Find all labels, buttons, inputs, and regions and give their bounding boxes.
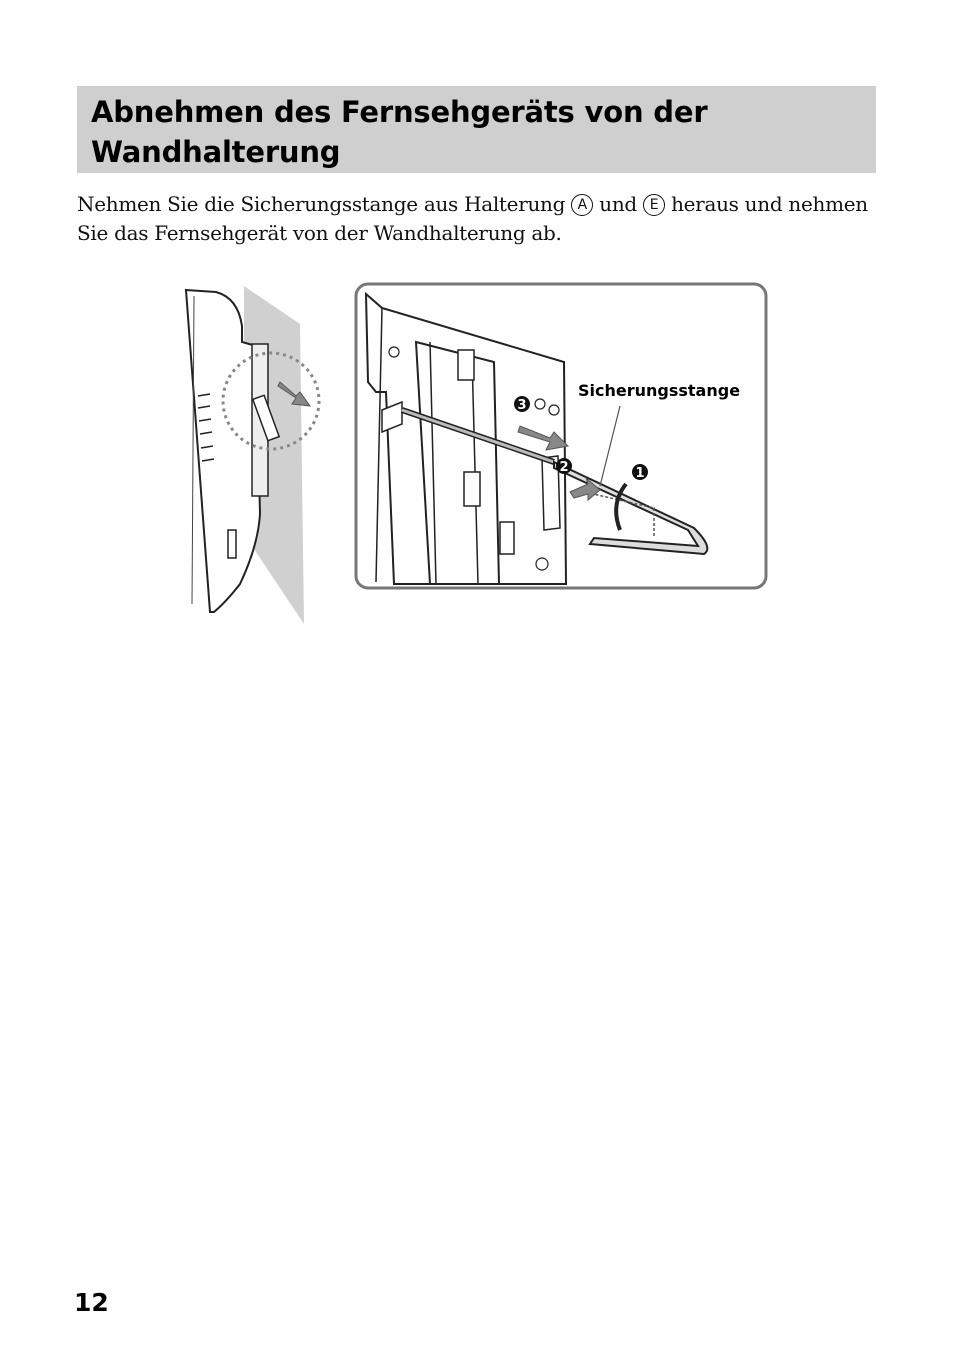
- paragraph-part-1: Nehmen Sie die Sicherungsstange aus Halterung: [77, 192, 566, 216]
- callout-label-sicherungsstange: Sicherungsstange: [578, 381, 741, 400]
- bracket-a-marker: A: [571, 194, 593, 216]
- paragraph-part-3: heraus und nehmen Sie das Fernsehgerät von der Wandhalterung ab.: [77, 192, 868, 245]
- svg-text:2: 2: [559, 460, 569, 475]
- svg-text:1: 1: [635, 466, 645, 481]
- bracket-detail-illustration: [354, 282, 768, 590]
- bracket-e-marker: E: [643, 194, 665, 216]
- instruction-paragraph: [77, 190, 877, 248]
- tv-side-view-illustration: [180, 284, 330, 629]
- heading-line-2: Wandhalterung: [91, 135, 341, 169]
- svg-text:3: 3: [517, 398, 527, 413]
- section-heading-bar: [77, 86, 876, 173]
- page-number: 12: [74, 1288, 109, 1317]
- section-heading: [91, 92, 862, 172]
- heading-line-1: Abnehmen des Fernsehgeräts von der: [91, 95, 708, 129]
- paragraph-part-2: und: [599, 192, 637, 216]
